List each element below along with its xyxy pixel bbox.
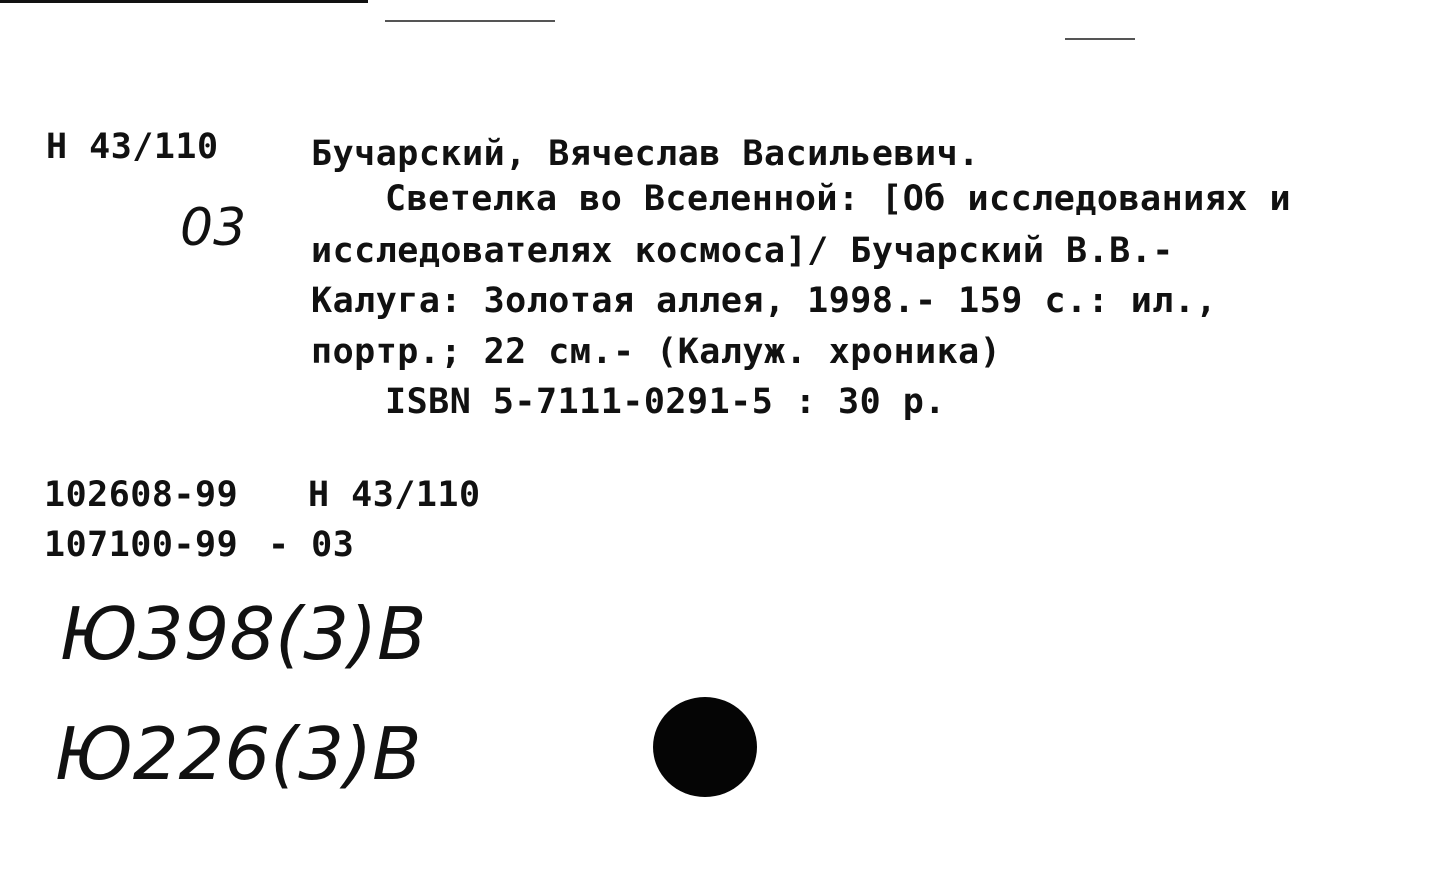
author-heading: Бучарский, Вячеслав Васильевич. — [311, 134, 980, 174]
inventory-code: - 03 — [268, 525, 355, 565]
scan-speck — [1065, 38, 1135, 40]
punch-hole — [653, 697, 757, 797]
inventory-number: 107100-99 — [44, 525, 239, 565]
isbn-line: ISBN 5-7111-0291-5 : 30 р. — [385, 382, 946, 422]
series-line: портр.; 22 см.- (Калуж. хроника) — [311, 332, 1002, 372]
handwritten-number: Ю226(3)В — [55, 712, 422, 796]
title-line: Светелка во Вселенной: [Об исследованиях и — [385, 179, 1292, 219]
shelfmark: Н 43/110 — [46, 127, 219, 167]
handwritten-mark: 03 — [180, 198, 247, 258]
handwritten-number: Ю398(3)В — [60, 592, 427, 676]
inventory-number: 102608-99 — [44, 475, 239, 515]
imprint-line: Калуга: Золотая аллея, 1998.- 159 с.: ил., — [311, 281, 1218, 321]
scan-speck — [385, 20, 555, 22]
inventory-code: Н 43/110 — [308, 475, 481, 515]
top-edge-rule — [0, 0, 368, 3]
title-line: исследователях космоса]/ Бучарский В.В.- — [311, 231, 1174, 271]
